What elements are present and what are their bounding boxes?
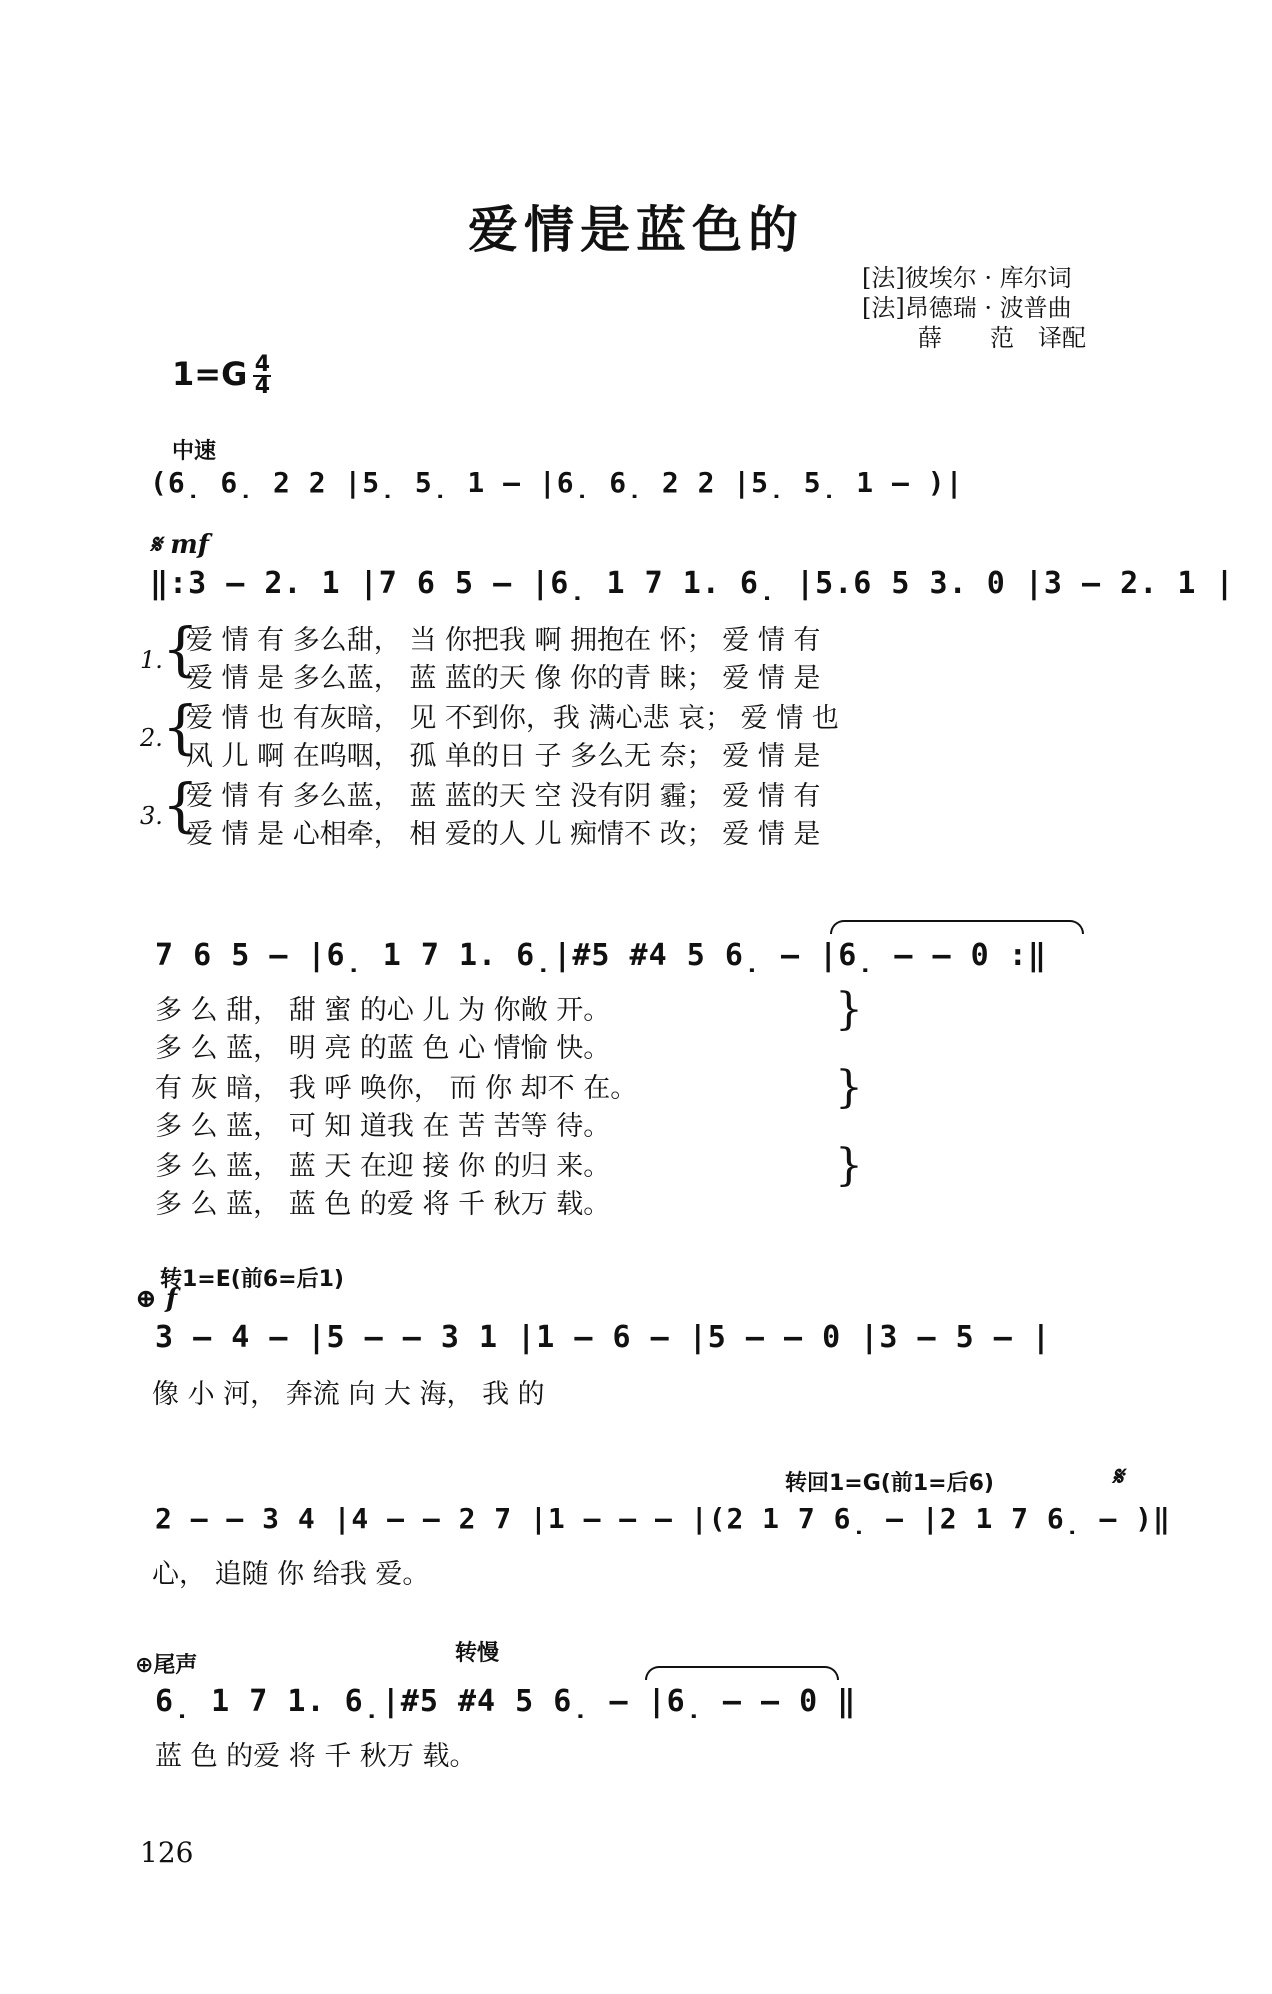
time-bottom: 4 bbox=[254, 374, 270, 399]
key-signature bbox=[172, 352, 271, 399]
tempo-marking: 中速 bbox=[172, 439, 217, 464]
tie-line2 bbox=[830, 920, 1084, 934]
closing-brace-1: } bbox=[835, 984, 863, 1035]
brace-verse-2: { bbox=[162, 693, 199, 761]
ritardando-label: 转慢 bbox=[455, 1641, 500, 1666]
time-top: 4 bbox=[254, 352, 270, 377]
segno-dynamic: 𝄋 mf bbox=[150, 530, 209, 560]
line5-notes: 6̣ 1 7 1. 6̣|#5 #4 5 6̣ – |6̣ – – 0 ‖ bbox=[155, 1684, 857, 1719]
lyric-line: 风 儿 啊 在呜咽， 孤 单的日 子 多么无 奈； 爱 情 是 bbox=[186, 741, 821, 772]
brace-verse-1: { bbox=[162, 615, 199, 683]
lyric-line: 有 灰 暗， 我 呼 唤你， 而 你 却不 在。 bbox=[155, 1073, 638, 1104]
intro-notes: (6̣ 6̣ 2 2 |5̣ 5̣ 1 – |6̣ 6̣ 2 2 |5̣ 5̣ 1 – )| bbox=[150, 466, 964, 499]
lyric-line: 多 么 甜， 甜 蜜 的心 儿 为 你敞 开。 bbox=[155, 995, 611, 1026]
closing-brace-3: } bbox=[835, 1140, 863, 1191]
lyric-line: 爱 情 也 有灰暗， 见 不到你，我 满心悲 哀； 爱 情 也 bbox=[186, 703, 839, 734]
brace-verse-3: { bbox=[162, 771, 199, 839]
modulation-back-to-g: 转回1=G(前1=后6) bbox=[785, 1471, 994, 1496]
coda-label: ⊕尾声 bbox=[135, 1653, 198, 1678]
lyric-line: 多 么 蓝， 蓝 色 的爱 将 千 秋万 载。 bbox=[155, 1189, 611, 1220]
lyric-line: 爱 情 是 心相牵， 相 爱的人 儿 痴情不 改； 爱 情 是 bbox=[186, 819, 821, 850]
translator-credit: 薛 范 译配 bbox=[918, 324, 1086, 352]
key-label: 1=G bbox=[172, 355, 248, 393]
lyricist-credit: [法]彼埃尔 · 库尔词 bbox=[862, 264, 1072, 292]
line5-lyric: 蓝 色 的爱 将 千 秋万 载。 bbox=[155, 1741, 477, 1772]
lyric-line: 爱 情 有 多么甜， 当 你把我 啊 拥抱在 怀； 爱 情 有 bbox=[186, 625, 821, 656]
time-signature bbox=[253, 352, 271, 399]
line3-lyric: 像 小 河， 奔流 向 大 海， 我 的 bbox=[152, 1379, 545, 1410]
line4-notes: 2 – – 3 4 |4 – – 2 7 |1 – – – |(2 1 7 6̣ – |2 1 7 6̣ – )‖ bbox=[155, 1502, 1171, 1535]
line2-notes: 7 6 5 – |6̣ 1 7 1. 6̣|#5 #4 5 6̣ – |6̣ – – 0 :‖ bbox=[155, 938, 1047, 973]
composer-credit: [法]昂德瑞 · 波普曲 bbox=[862, 294, 1072, 322]
line1-notes: ‖:3 – 2. 1 |7 6 5 – |6̣ 1 7 1. 6̣ |5.6 5 3. 0 |3 – 2. 1 | bbox=[150, 566, 1235, 601]
verse-number-2: 2. bbox=[140, 724, 163, 752]
lyric-line: 爱 情 有 多么蓝， 蓝 蓝的天 空 没有阴 霾； 爱 情 有 bbox=[186, 781, 821, 812]
tie-line5 bbox=[645, 1666, 839, 1680]
lyric-line: 多 么 蓝， 蓝 天 在迎 接 你 的归 来。 bbox=[155, 1151, 611, 1182]
lyric-line: 多 么 蓝， 明 亮 的蓝 色 心 情愉 快。 bbox=[155, 1033, 611, 1064]
line4-lyric: 心， 追随 你 给我 爱。 bbox=[152, 1559, 430, 1590]
lyric-line: 爱 情 是 多么蓝， 蓝 蓝的天 像 你的青 睐； 爱 情 是 bbox=[186, 663, 821, 694]
verse-number-3: 3. bbox=[140, 802, 163, 830]
closing-brace-2: } bbox=[835, 1062, 863, 1113]
modulation-to-e: 转1=E(前6=后1) bbox=[160, 1267, 344, 1292]
line3-notes: 3 – 4 – |5 – – 3 1 |1 – 6 – |5 – – 0 |3 – 5 – | bbox=[155, 1320, 1051, 1355]
segno-end: 𝄋 bbox=[1112, 1462, 1124, 1492]
page-number: 126 bbox=[140, 1836, 194, 1869]
song-title: 爱情是蓝色的 bbox=[468, 200, 804, 259]
coda-dynamic: ⊕ f bbox=[135, 1284, 178, 1314]
lyric-line: 多 么 蓝， 可 知 道我 在 苦 苦等 待。 bbox=[155, 1111, 611, 1142]
verse-number-1: 1. bbox=[140, 646, 163, 674]
